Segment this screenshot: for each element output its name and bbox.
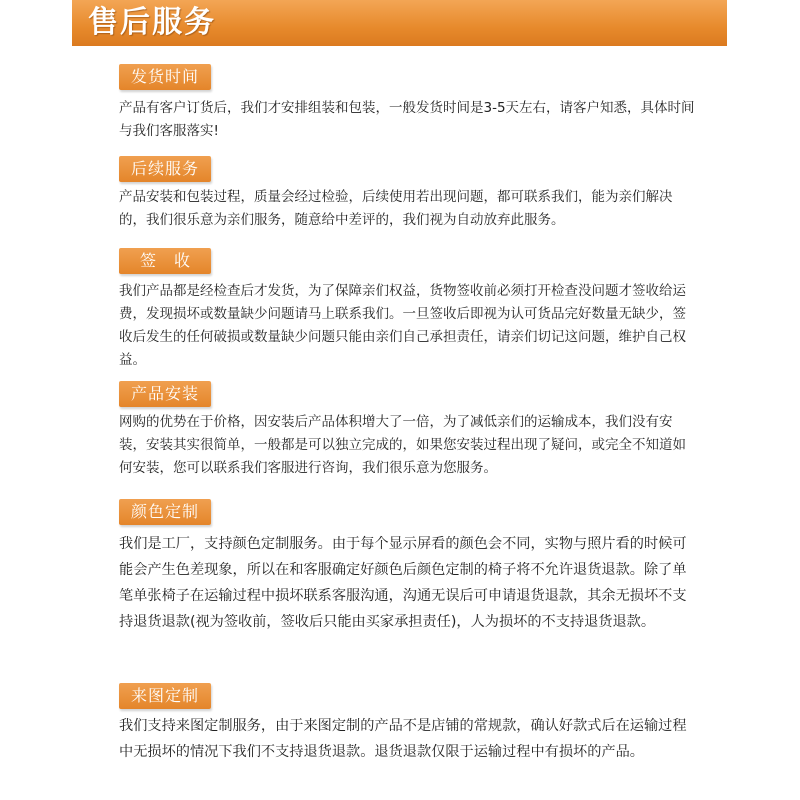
- section-badge: 颜色定制: [119, 499, 211, 525]
- page-title: 售后服务: [88, 5, 216, 40]
- section-body: 我们产品都是经检查后才发货，为了保障亲们权益，货物签收前必须打开检查没问题才签收给运费，发现损坏或数量缺少问题请马上联系我们。一旦签收后即视为认可货品完好数量无缺少，签收后发生的任何破损或数量缺少问题只能由亲们自己承担责任，请亲们切记这问题，维护自己权益。: [119, 283, 686, 368]
- section-body: 我们是工厂，支持颜色定制服务。由于每个显示屏看的颜色会不同，实物与照片看的时候可能会产生色差现象，所以在和客服确定好颜色后颜色定制的椅子将不允许退货退款。除了单笔单张椅子在运输过程中损坏联系客服沟通，沟通无误后可申请退货退款，其余无损坏不支持退货退款(视为签收前，签收后只能由买家承担责任)，人为损坏的不支持退货退款。: [119, 536, 687, 630]
- section-body: 产品安装和包装过程，质量会经过检验，后续使用若出现问题，都可联系我们，能为亲们解决的，我们很乐意为亲们服务，随意给中差评的，我们视为自动放弃此服务。: [119, 189, 673, 228]
- section-badge: 产品安装: [119, 381, 211, 407]
- section-badge: 来图定制: [119, 683, 211, 709]
- section-badge: 签收: [119, 248, 211, 274]
- section-body: 网购的优势在于价格，因安装后产品体积增大了一倍，为了减低亲们的运输成本，我们没有安装，安装其实很简单，一般都是可以独立完成的，如果您安装过程出现了疑问，或完全不知道如何安装，您可以联系我们客服进行咨询，我们很乐意为您服务。: [119, 414, 686, 476]
- section-badge: 发货时间: [119, 64, 211, 90]
- section-body: 产品有客户订货后，我们才安排组装和包装，一般发货时间是3-5天左右，请客户知悉，具体时间与我们客服落实!: [119, 100, 695, 139]
- section-badge: 后续服务: [119, 156, 211, 182]
- section-body: 我们支持来图定制服务，由于来图定制的产品不是店铺的常规款，确认好款式后在运输过程中无损坏的情况下我们不支持退货退款。退货退款仅限于运输过程中有损坏的产品。: [119, 718, 687, 760]
